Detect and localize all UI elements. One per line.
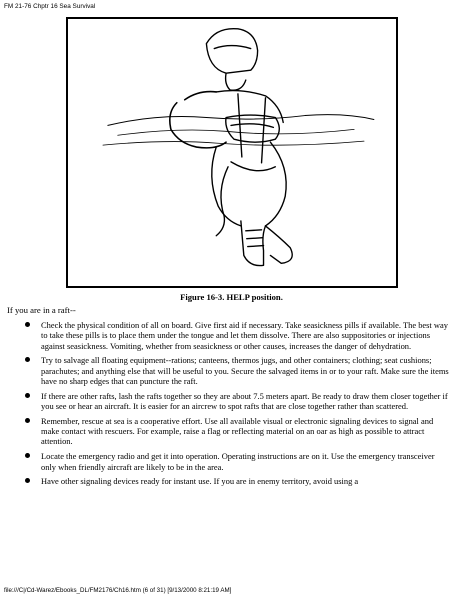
bullet-icon <box>25 322 30 327</box>
figure-illustration <box>66 17 398 288</box>
bullet-icon <box>25 418 30 423</box>
document-header: FM 21-76 Chptr 16 Sea Survival <box>4 3 96 10</box>
list-item-text: Check the physical condition of all on board. Give first aid if necessary. Take seasickness pills if available. The best way to take these pills is to place them under the tongue and let them dissolve. There are also suppositories or injections against seasickness. Vomiting, whether from seasickness or other causes, increases the danger of dehydration. <box>41 320 448 351</box>
intro-text: If you are in a raft-- <box>7 305 76 315</box>
bullet-icon <box>25 393 30 398</box>
list-item <box>0 416 463 447</box>
list-item-text: Locate the emergency radio and get it into operation. Operating instructions are on it. Use the emergency transceiver only when friendly aircraft are likely to be in the area. <box>41 451 435 472</box>
list-item <box>0 451 463 472</box>
list-item-text: Try to salvage all floating equipment--rations; canteens, thermos jugs, and other containers; clothing; seat cushions; parachutes; and anything else that will be useful to you. Secure the salvaged items in or to your raft. Make sure the items have no sharp edges that can puncture the raft. <box>41 355 449 386</box>
bullet-icon <box>25 357 30 362</box>
list-item <box>0 320 463 351</box>
document-footer: file:///C|/Cd-Warez/Ebooks_DL/FM2176/Ch16.htm (6 of 31) [9/13/2000 8:21:19 AM] <box>4 587 232 594</box>
list-item <box>0 476 463 486</box>
bullet-icon <box>25 478 30 483</box>
list-item-text: Have other signaling devices ready for instant use. If you are in enemy territory, avoid using a <box>41 476 359 487</box>
list-item <box>0 355 463 386</box>
list-item <box>0 391 463 412</box>
bullet-icon <box>25 453 30 458</box>
list-item-text: Remember, rescue at sea is a cooperative effort. Use all available visual or electronic signaling devices to signal and make contact with rescuers. For example, raise a flag or reflecting material on an oar as high as possible to attract attention. <box>41 415 434 447</box>
bullet-list <box>0 320 463 491</box>
help-position-drawing <box>68 19 396 286</box>
figure-caption: Figure 16-3. HELP position. <box>180 292 283 302</box>
list-item-text: If there are other rafts, lash the rafts together so they are about 7.5 meters apart. Be ready to draw them closer together if you see or hear an aircraft. It is easier for an aircrew to spot rafts that are close together rather than scattered. <box>41 390 448 412</box>
